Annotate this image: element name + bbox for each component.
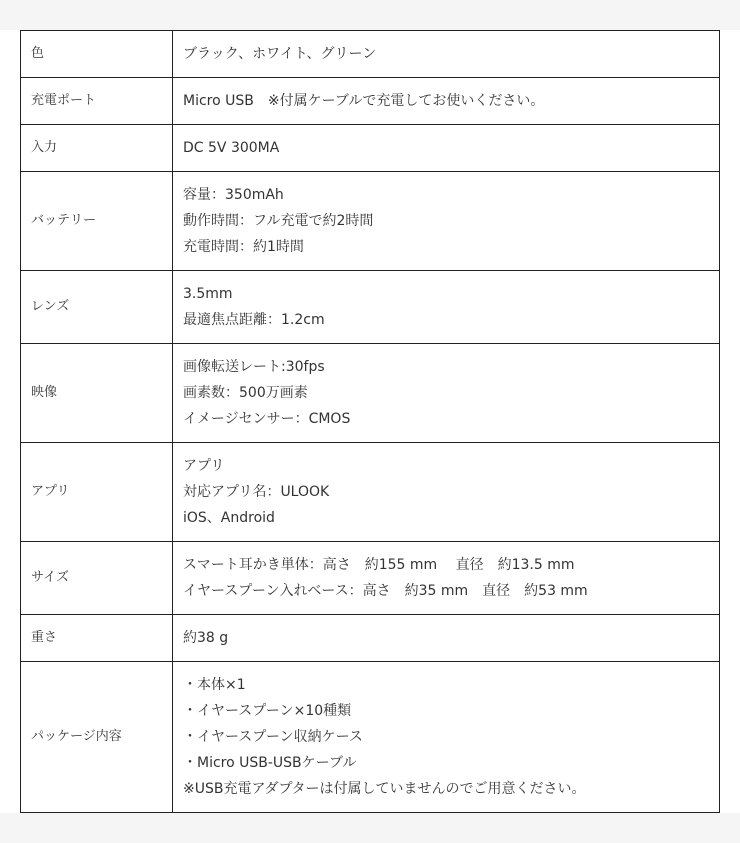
row-label: 色 — [21, 31, 173, 78]
row-value — [173, 271, 720, 344]
row-value — [173, 542, 720, 615]
table-row — [21, 344, 720, 443]
value-line: スマート耳かき単体：高さ 約155 mm 直径 約13.5 mm — [183, 557, 575, 573]
value-line: 充電時間：約1時間 — [183, 239, 304, 255]
table-row — [21, 271, 720, 344]
value-line: イヤースプーン入れベース：高さ 約35 mm 直径 約53 mm — [183, 583, 588, 599]
table-row — [21, 542, 720, 615]
row-label: アプリ — [21, 443, 173, 542]
value-line: 容量：350mAh — [183, 187, 284, 203]
table-row — [21, 172, 720, 271]
value-line: iOS、Android — [183, 510, 275, 526]
value-line: 画素数：500万画素 — [183, 385, 308, 401]
table-row — [21, 662, 720, 813]
value-line: 対応アプリ名：ULOOK — [183, 484, 330, 500]
spec-sheet — [0, 30, 740, 813]
value-line: ・Micro USB-USBケーブル — [183, 755, 357, 771]
value-line: ・イヤースプーン収納ケース — [183, 729, 363, 745]
value-line: 最適焦点距離：1.2cm — [183, 312, 325, 328]
spec-table — [20, 30, 720, 813]
row-label: サイズ — [21, 542, 173, 615]
row-label: 重さ — [21, 615, 173, 662]
row-label: バッテリー — [21, 172, 173, 271]
row-value — [173, 662, 720, 813]
value-line: ブラック、ホワイト、グリーン — [183, 46, 377, 62]
value-line: Micro USB ※付属ケーブルで充電してお使いください。 — [183, 93, 545, 109]
spec-table-body — [21, 31, 720, 813]
row-value — [173, 615, 720, 662]
value-line: アプリ — [183, 458, 225, 474]
value-line: 約38 g — [183, 630, 229, 646]
value-line: イメージセンサー：CMOS — [183, 411, 351, 427]
row-label: 入力 — [21, 125, 173, 172]
row-value — [173, 344, 720, 443]
value-line: 3.5mm — [183, 286, 233, 302]
value-line: ・イヤースプーン×10種類 — [183, 703, 352, 719]
value-line: 動作時間：フル充電で約2時間 — [183, 213, 374, 229]
row-label: 映像 — [21, 344, 173, 443]
value-line: ※USB充電アダプターは付属していませんのでご用意ください。 — [183, 781, 586, 797]
value-line: 画像転送レート:30fps — [183, 359, 325, 375]
row-value — [173, 31, 720, 78]
value-line: ・本体×1 — [183, 677, 246, 693]
table-row — [21, 615, 720, 662]
table-row — [21, 78, 720, 125]
row-value — [173, 125, 720, 172]
table-row — [21, 443, 720, 542]
table-row — [21, 125, 720, 172]
row-value — [173, 78, 720, 125]
row-value — [173, 443, 720, 542]
value-line: DC 5V 300MA — [183, 140, 280, 156]
row-value — [173, 172, 720, 271]
table-row — [21, 31, 720, 78]
row-label: 充電ポート — [21, 78, 173, 125]
row-label: パッケージ内容 — [21, 662, 173, 813]
row-label: レンズ — [21, 271, 173, 344]
